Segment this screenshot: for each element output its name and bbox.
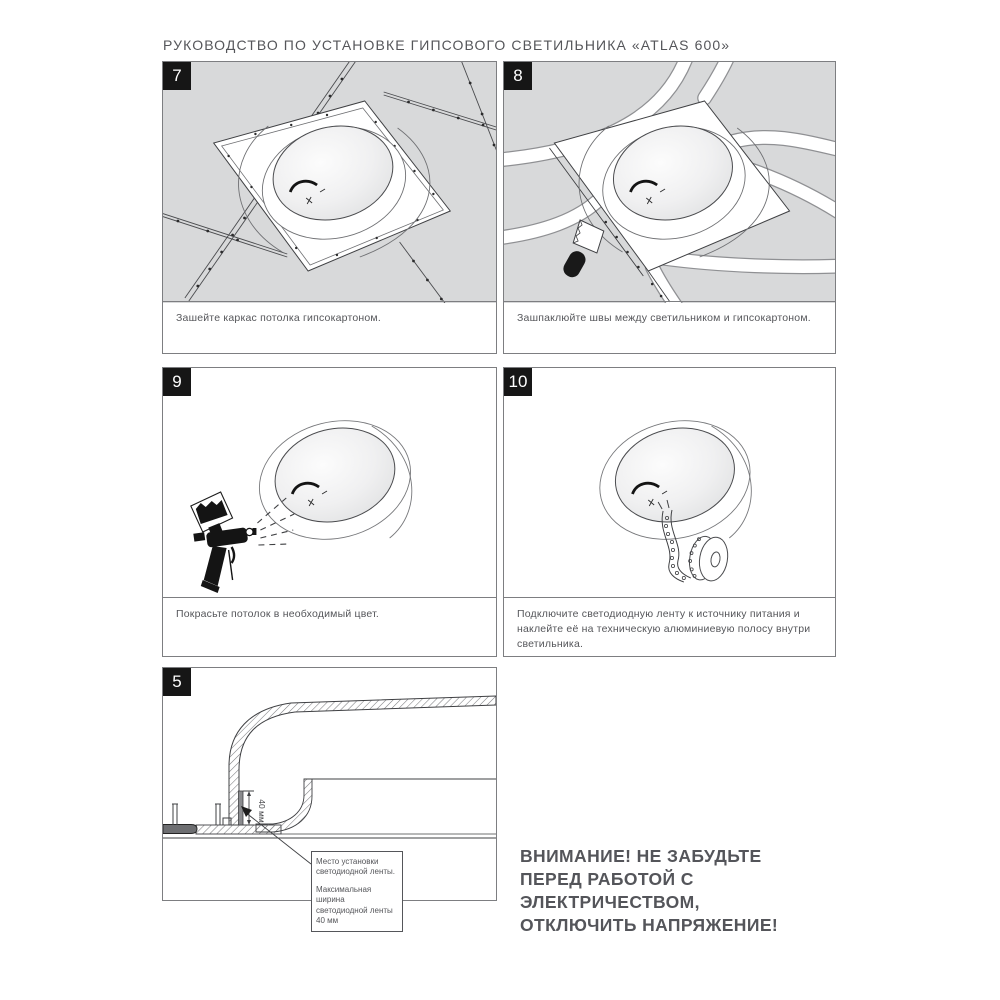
step-9-number-badge: 9 (163, 368, 191, 396)
step-10-illustration (504, 368, 835, 599)
electricity-warning (520, 845, 870, 937)
warning-line-2: ПЕРЕД РАБОТОЙ С ЭЛЕКТРИЧЕСТВОМ, (520, 869, 700, 913)
step-8-number-badge: 8 (504, 62, 532, 90)
step-7-panel (162, 61, 497, 354)
step-8-illustration (504, 62, 835, 303)
spray-painting-illustration (163, 368, 496, 599)
step-9-panel (162, 367, 497, 657)
step-7-caption: Зашейте каркас потолка гипсокартоном. (163, 301, 496, 353)
note-line-2: Максимальная ширина светодиодной ленты 40 мм (316, 884, 393, 925)
step-7-number-badge: 7 (163, 62, 191, 90)
warning-line-3: ОТКЛЮЧИТЬ НАПРЯЖЕНИЕ! (520, 915, 779, 936)
puttied-seams-spatula-illustration (504, 62, 835, 303)
step-8-caption: Зашпаклюйте швы между светильником и гипсокартоном. (504, 301, 835, 353)
step-9-caption: Покрасьте потолок в необходимый цвет. (163, 597, 496, 656)
step-8-panel (503, 61, 836, 354)
led-strip-note-box (311, 851, 403, 932)
step-9-illustration (163, 368, 496, 599)
step-10-caption: Подключите светодиодную ленту к источнику питания и наклейте её на техническую алюминиевую полосу внутри светильника. (504, 597, 835, 656)
dimension-label: 40 мм (257, 799, 267, 823)
led-strip-reel-illustration (504, 368, 835, 599)
step-5-number-badge: 5 (163, 668, 191, 696)
page-title: РУКОВОДСТВО ПО УСТАНОВКЕ ГИПСОВОГО СВЕТИЛЬНИКА «ATLAS 600» (163, 37, 731, 53)
step-10-panel (503, 367, 836, 657)
step-5-panel (162, 667, 497, 925)
note-line-1: Место установки светодиодной ленты. (316, 857, 395, 877)
step-10-number-badge: 10 (504, 368, 532, 396)
warning-line-1: ВНИМАНИЕ! НЕ ЗАБУДЬТЕ (520, 846, 762, 866)
ceiling-drywall-screwed-illustration (163, 62, 496, 303)
step-7-illustration (163, 62, 496, 303)
